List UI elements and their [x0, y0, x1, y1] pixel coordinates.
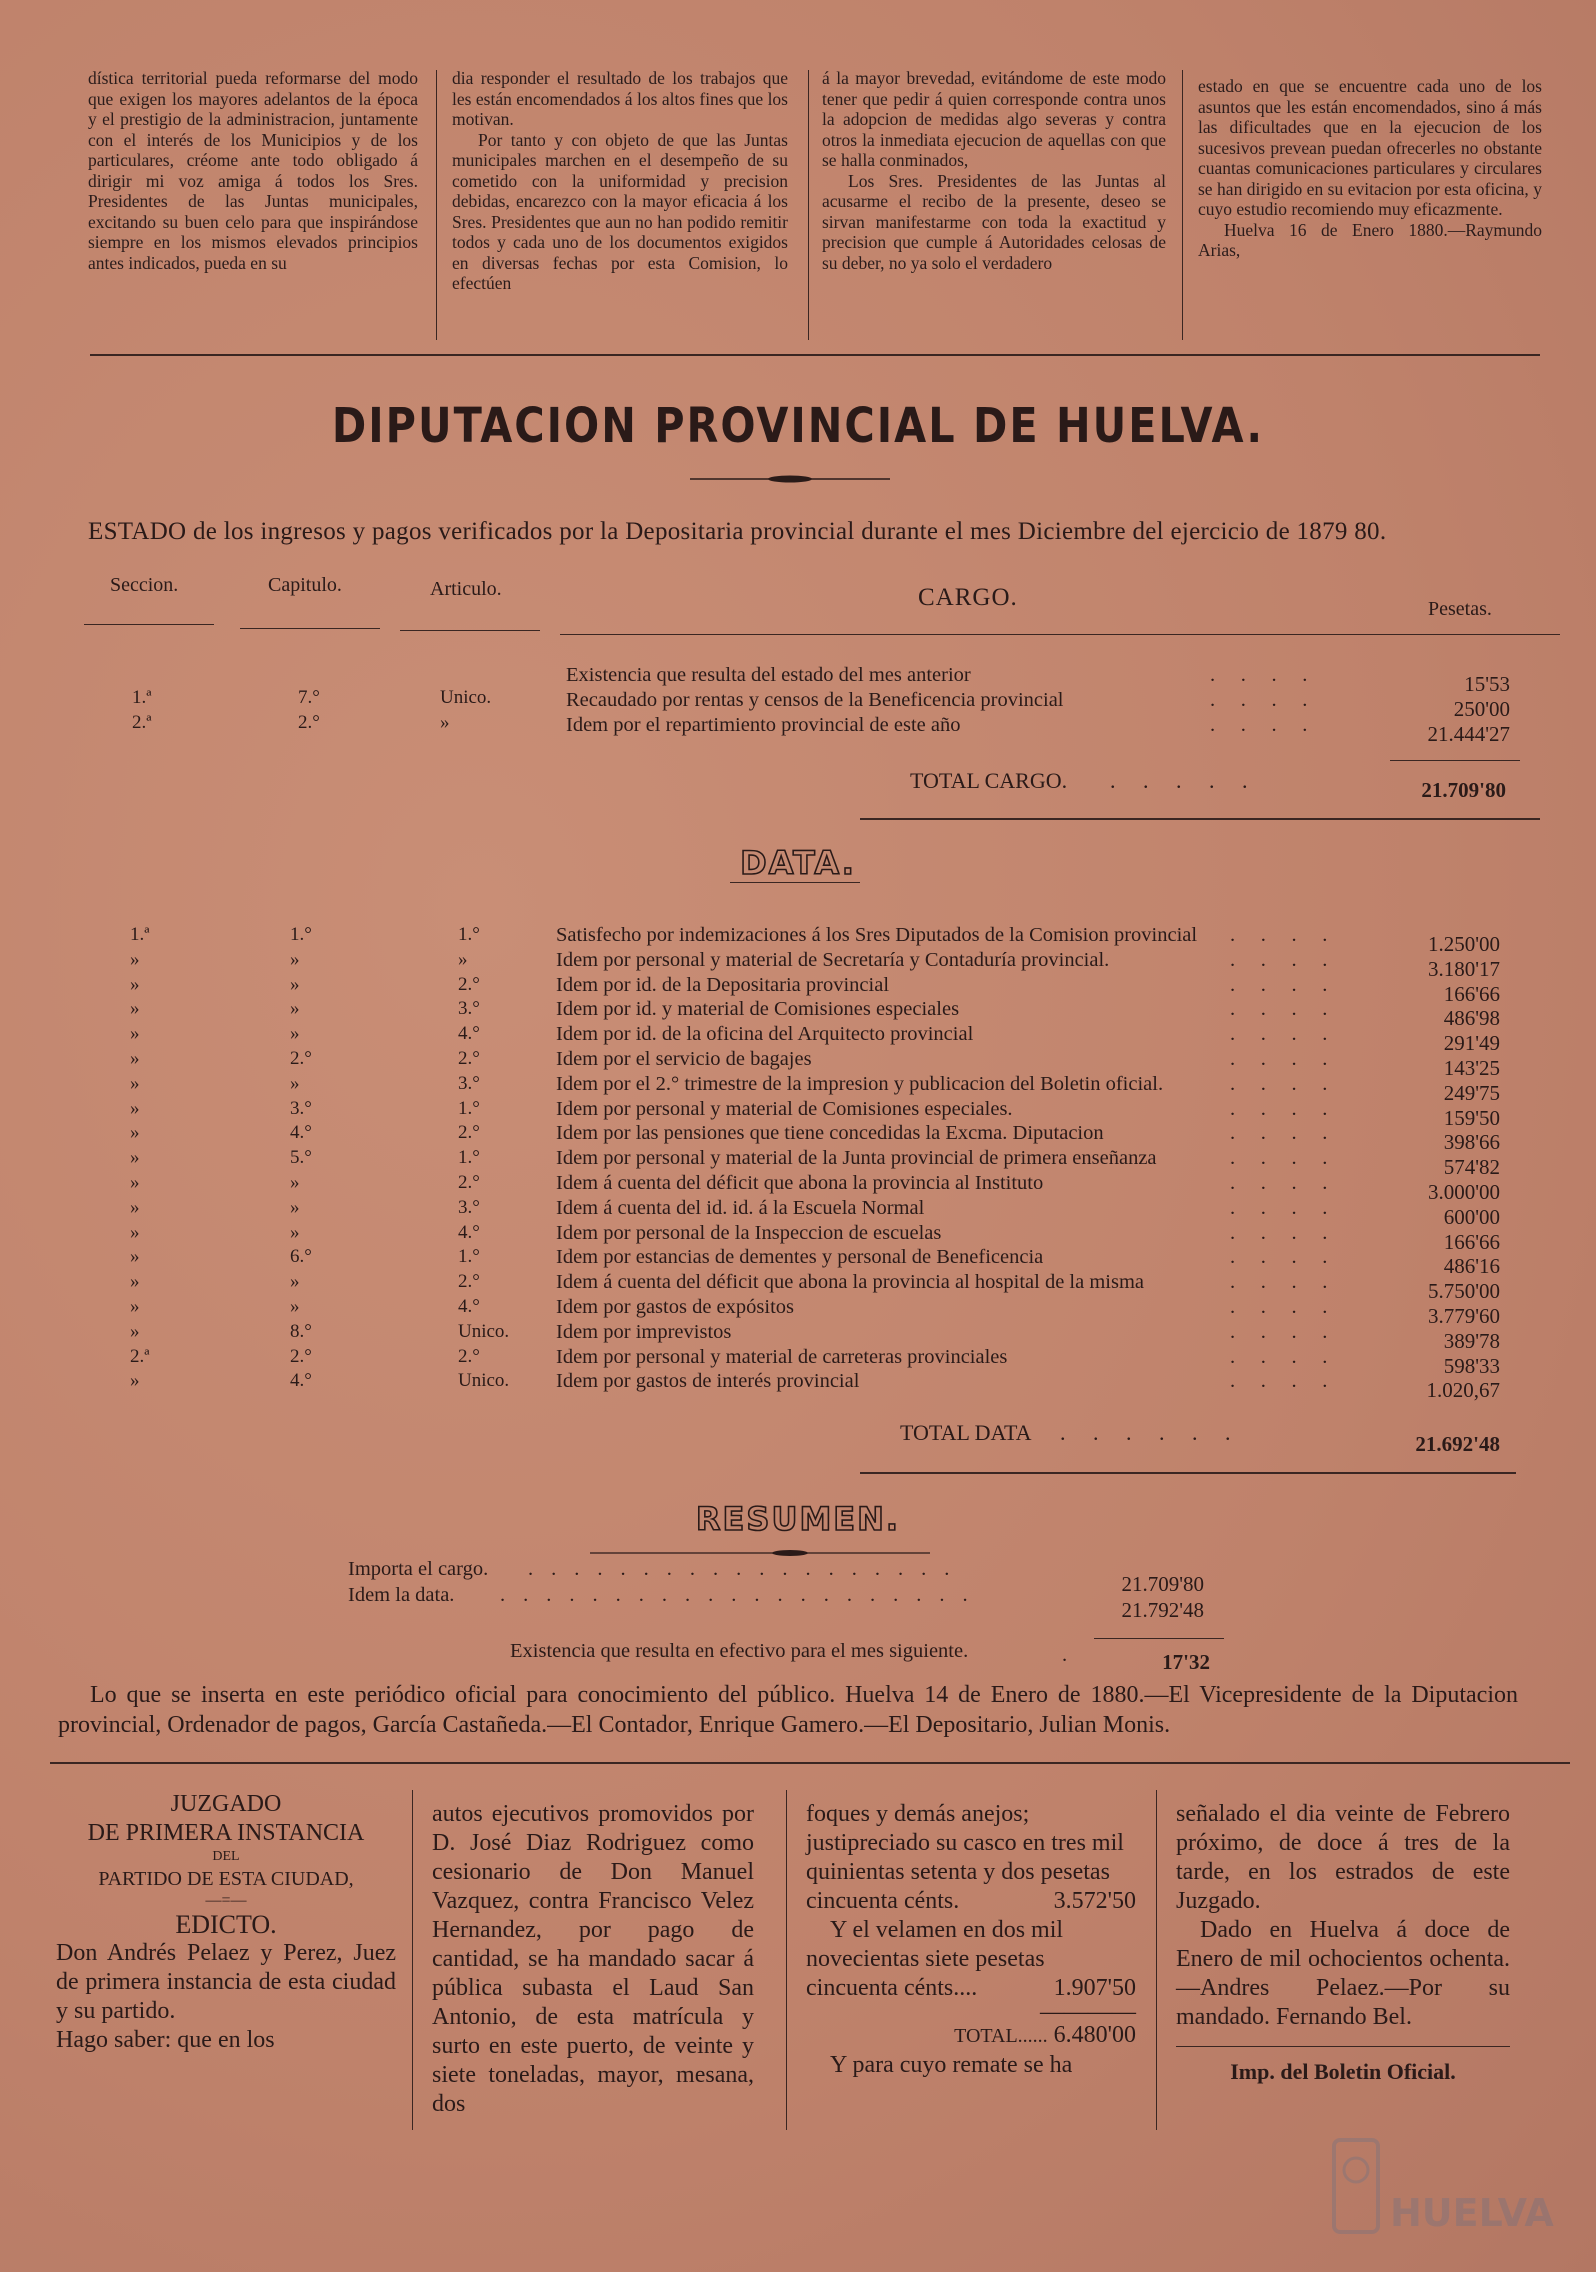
column-divider — [808, 70, 809, 340]
edicto-col3-total-amount: 6.480'00 — [1053, 2022, 1136, 2048]
row-articulo: 2.° — [458, 1122, 480, 1144]
top-column-2-para-2: Por tanto y con objeto de que las Juntas municipales marchen en el desempeño de su cometido con la uniformidad y precision debidas, encarezco con la mayor eficacia á los Sres. Presidentes que aun no han podido remitir todos y cada uno de los documentos exigidos en diversas fechas por esta Comision, lo efectúen — [452, 129, 788, 293]
row-leader-dots: . . . . — [1230, 1221, 1328, 1244]
total-cargo-amount: 21.709'80 — [1421, 778, 1506, 802]
row-description: Idem por imprevistos — [556, 1320, 732, 1343]
row-articulo: 3.° — [458, 998, 480, 1020]
row-amount: 166'66 — [1443, 1229, 1500, 1254]
row-description: Idem por las pensiones que tiene concedidas la Excma. Diputacion — [556, 1122, 1104, 1145]
header-articulo: Articulo. — [430, 578, 502, 600]
resumen-leader: . — [1062, 1644, 1068, 1666]
row-seccion: » — [130, 1048, 140, 1069]
row-capitulo: 4.° — [290, 1370, 312, 1392]
header-seccion: Seccion. — [110, 574, 179, 596]
row-amount: 486'16 — [1443, 1254, 1500, 1279]
resumen-cargo-label: Importa el cargo. — [348, 1558, 489, 1580]
estado-heading: ESTADO de los ingresos y pagos verificados por la Depositaria provincial durante el mes Diciembre del ejercicio de 1879 80. — [88, 518, 1387, 545]
library-watermark-stamp — [1330, 2130, 1554, 2240]
row-description: Idem por personal y material de Secretaría y Contaduría provincial. — [556, 948, 1110, 971]
row-articulo: 4.° — [458, 1296, 480, 1317]
row-leader-dots: . . . . — [1230, 1147, 1328, 1170]
column-divider — [412, 1790, 413, 2130]
watermark-text: HUELVA — [1390, 2191, 1554, 2235]
row-articulo: 2.° — [458, 1271, 480, 1293]
edicto-col3-para-3: Y para cuyo remate se ha — [830, 2052, 1073, 2078]
row-capitulo: 8.° — [290, 1320, 312, 1342]
row-articulo: 2.° — [458, 1048, 480, 1069]
row-leader-dots: . . . . — [1210, 664, 1308, 686]
imp-rule — [1176, 2046, 1510, 2047]
row-leader-dots: . . . . — [1230, 1023, 1328, 1046]
row-seccion: 1.ª — [132, 687, 152, 708]
row-description: Idem por id. y material de Comisiones especiales — [556, 998, 960, 1021]
resumen-data-label: Idem la data. — [348, 1584, 455, 1606]
page-title: DIPUTACION PROVINCIAL DE HUELVA. — [331, 396, 1265, 454]
row-seccion: » — [130, 1246, 140, 1268]
row-leader-dots: . . . . — [1230, 1122, 1328, 1145]
resumen-data-amount: 21.792'48 — [1121, 1598, 1204, 1622]
row-description: Idem por personal de la Inspeccion de escuelas — [556, 1221, 942, 1244]
resumen-leader: ................... — [528, 1558, 968, 1580]
row-description: Existencia que resulta del estado del mes anterior — [566, 664, 971, 686]
column-divider — [1182, 70, 1183, 340]
row-seccion: » — [130, 1097, 140, 1119]
row-description: Idem por estancias de dementes y personal de Beneficencia — [556, 1246, 1044, 1269]
row-amount: 598'33 — [1443, 1353, 1500, 1378]
row-amount: 1.020,67 — [1426, 1378, 1500, 1403]
top-column-2 — [452, 68, 788, 294]
column-divider — [1156, 1790, 1157, 2130]
top-column-2-para-1: dia responder el resultado de los trabajos que les están encomendados á los altos fines que los motivan. — [452, 68, 788, 129]
row-articulo: » — [458, 948, 468, 970]
row-seccion: » — [130, 973, 140, 995]
header-rule — [400, 630, 540, 631]
row-capitulo: 2.° — [290, 1048, 312, 1069]
row-seccion: » — [130, 1147, 140, 1169]
bottom-separator-rule — [50, 1762, 1570, 1764]
row-leader-dots: . . . . — [1230, 948, 1328, 971]
row-leader-dots: . . . . — [1230, 924, 1328, 946]
row-capitulo: » — [290, 1023, 300, 1045]
row-capitulo: 3.° — [290, 1097, 312, 1119]
resumen-section-title: RESUMEN. — [695, 1500, 901, 1538]
row-articulo: 1.° — [458, 1097, 480, 1119]
header-rule — [560, 634, 1560, 635]
row-seccion: » — [130, 1296, 140, 1317]
edicto-col3-para-2: Y el velamen en dos mil novecientas siete pesetas cincuenta cénts.... — [806, 1917, 1064, 2001]
row-seccion: 2.ª — [132, 712, 152, 733]
edicto-col3-amount-1: 3.572'50 — [1053, 1888, 1136, 1914]
top-column-3-para-2: Los Sres. Presidentes de las Juntas al acusarme el recibo de la presente, deseo se sirvan manifestarme con toda la exactitud y precision que cumple á Autoridades celosas de su deber, no ya solo el verdadero — [822, 170, 1166, 273]
row-leader-dots: . . . . — [1230, 1048, 1328, 1070]
data-section-title: DATA. — [740, 844, 856, 882]
data-title-underline — [730, 882, 860, 883]
row-seccion: » — [130, 1072, 140, 1094]
total-cargo-label: TOTAL CARGO. — [910, 768, 1068, 793]
row-seccion: » — [130, 1370, 140, 1392]
top-column-1 — [88, 68, 418, 273]
edicto-para-2: Hago saber: que en los — [56, 2027, 275, 2053]
row-articulo: 1.° — [458, 1246, 480, 1268]
top-column-4 — [1198, 76, 1542, 261]
row-articulo: Unico. — [458, 1370, 510, 1392]
row-amount: 574'82 — [1443, 1155, 1500, 1180]
top-column-3 — [822, 68, 1166, 273]
subtotal-rule — [1390, 760, 1520, 761]
juzgado-separator: —=— — [205, 1892, 247, 1909]
row-amount: 21.444'27 — [1427, 722, 1510, 746]
edicto-col3-para-2-wrap — [806, 1916, 1136, 2003]
row-description: Idem por gastos de interés provincial — [556, 1370, 860, 1393]
row-articulo: 4.° — [458, 1221, 480, 1243]
row-amount: 291'49 — [1443, 1031, 1500, 1056]
row-amount: 249'75 — [1443, 1080, 1500, 1105]
total-data-rule — [860, 1472, 1516, 1474]
edicto-col3-rule: ———— — [1040, 1999, 1136, 2025]
total-cargo-leader: . . . . . — [1110, 768, 1248, 793]
row-description: Recaudado por rentas y censos de la Beneficencia provincial — [566, 689, 1064, 711]
row-description: Idem por el repartimiento provincial de este año — [566, 714, 961, 736]
row-leader-dots: . . . . — [1230, 1296, 1328, 1318]
header-rule — [84, 624, 214, 625]
row-description: Idem por id. de la Depositaria provincial — [556, 973, 890, 996]
row-amount: 15'53 — [1464, 672, 1510, 696]
edicto-col4-para-1: señalado el dia veinte de Febrero próximo, de doce á tres de la tarde, en los estrados de este Juzgado. — [1176, 1801, 1510, 1914]
row-articulo: 1.° — [458, 924, 480, 945]
row-amount: 398'66 — [1443, 1130, 1500, 1155]
row-leader-dots: . . . . — [1230, 998, 1328, 1021]
resumen-cargo-amount: 21.709'80 — [1121, 1572, 1204, 1596]
row-capitulo: 2.° — [290, 1345, 312, 1367]
row-capitulo: » — [290, 1072, 300, 1094]
row-description: Idem por personal y material de Comisiones especiales. — [556, 1097, 1013, 1120]
row-capitulo: » — [290, 1172, 300, 1193]
row-description: Idem por el 2.° trimestre de la impresion y publicacion del Boletin oficial. — [556, 1072, 1164, 1095]
header-rule — [240, 628, 380, 629]
row-capitulo: » — [290, 1221, 300, 1243]
row-capitulo: 1.° — [290, 924, 312, 945]
row-leader-dots: . . . . — [1230, 1246, 1328, 1269]
row-capitulo: 5.° — [290, 1147, 312, 1169]
row-description: Satisfecho por indemizaciones á los Sres Diputados de la Comision provincial — [556, 924, 1198, 946]
row-leader-dots: . . . . — [1230, 1345, 1328, 1368]
row-leader-dots: . . . . — [1230, 1172, 1328, 1194]
row-seccion: » — [130, 1221, 140, 1243]
row-leader-dots: . . . . — [1230, 1072, 1328, 1095]
row-seccion: » — [130, 1023, 140, 1045]
top-column-3-para-1: á la mayor brevedad, evitándome de este modo tener que pedir á quien corresponde contra unos la adopcion de medidas algo severas y contra otros la inmediata ejecucion de aquellas con que se halla conminados, — [822, 68, 1166, 170]
column-divider — [786, 1790, 787, 2130]
row-leader-dots: . . . . — [1230, 1320, 1328, 1343]
juzgado-column — [56, 1790, 396, 2055]
row-leader-dots: . . . . — [1230, 1196, 1328, 1219]
row-amount: 5.750'00 — [1427, 1279, 1500, 1304]
edicto-col3-total — [806, 2021, 1136, 2051]
juzgado-heading-1: JUZGADO — [170, 1791, 282, 1817]
row-description: Idem á cuenta del déficit que abona la provincia al Instituto — [556, 1172, 1044, 1194]
row-capitulo: » — [290, 998, 300, 1020]
total-data-amount: 21.692'48 — [1415, 1432, 1500, 1456]
row-seccion: » — [130, 998, 140, 1020]
top-column-4-para-1: estado en que se encuentre cada uno de los asuntos que les están encomendados, sino á más las dificultades que en la ejecucion de los sucesivos prevean puedan ofrecerles no obstante cuantas comunicaciones particulares y circulares se han dirigido en su evitacion por esta oficina, y cuyo estudio recomiendo muy eficazmente. — [1198, 76, 1542, 219]
row-amount: 166'66 — [1443, 981, 1500, 1006]
row-articulo: 2.° — [458, 1345, 480, 1367]
row-capitulo: » — [290, 1271, 300, 1293]
row-articulo: 2.° — [458, 1172, 480, 1193]
row-articulo: 3.° — [458, 1072, 480, 1094]
row-description: Idem á cuenta del déficit que abona la provincia al hospital de la misma — [556, 1271, 1145, 1294]
row-description: Idem por gastos de expósitos — [556, 1296, 794, 1318]
edicto-column-2: autos ejecutivos promovidos por D. José Diaz Rodriguez como cesionario de Don Manuel Vazquez, contra Francisco Velez Hernandez, por pago de cantidad, se ha mandado sacar á pública subasta el Laud San Antonio, de esta matrícula y surto en este puerto, de veinte y siete toneladas, mayor, mesana, dos — [432, 1801, 754, 2117]
row-description: Idem por personal y material de la Junta provincial de primera enseñanza — [556, 1147, 1157, 1170]
top-separator-rule — [90, 354, 1540, 356]
row-articulo: Unico. — [440, 687, 492, 708]
edicto-col3-total-label: TOTAL...... — [954, 2025, 1048, 2047]
row-articulo: 2.° — [458, 973, 480, 995]
row-description: Idem por id. de la oficina del Arquitecto provincial — [556, 1023, 974, 1046]
top-column-1-text: dística territorial pueda reformarse del modo que exigen los mayores adelantos de la época y el prestigio de la administracion, juntamente con el interés de los Municipios y de los particulares, créome ante todo obligado á dirigir mi voz amiga á todos los Sres. Presidentes de las Juntas municipales, excitando su buen celo para que inspirándose siempre en los mismos elevados principios antes indicados, pueda en su — [88, 68, 418, 273]
row-amount: 389'78 — [1443, 1328, 1500, 1353]
total-data-label: TOTAL DATA — [900, 1420, 1032, 1445]
row-leader-dots: . . . . — [1230, 973, 1328, 996]
header-capitulo: Capitulo. — [268, 574, 342, 596]
row-description: Idem por el servicio de bagajes — [556, 1048, 812, 1070]
edicto-col4-para-2: Dado en Huelva á doce de Enero de mil ochocientos ochenta.—Andres Pelaez.—Por su mandado. Fernando Bel. — [1176, 1917, 1510, 2030]
row-amount: 3.000'00 — [1427, 1180, 1500, 1204]
row-articulo: Unico. — [458, 1320, 510, 1342]
row-amount: 3.180'17 — [1427, 956, 1500, 981]
row-articulo: 1.° — [458, 1147, 480, 1169]
row-amount: 159'50 — [1443, 1105, 1500, 1130]
row-capitulo: 7.° — [298, 687, 320, 708]
edicto-column-3 — [806, 1800, 1136, 2080]
row-capitulo: 4.° — [290, 1122, 312, 1144]
row-seccion: » — [130, 1320, 140, 1342]
row-amount: 143'25 — [1443, 1056, 1500, 1080]
row-capitulo: 2.° — [298, 712, 320, 733]
row-leader-dots: . . . . — [1230, 1370, 1328, 1393]
row-seccion: » — [130, 948, 140, 970]
resumen-existencia-amount: 17'32 — [1162, 1650, 1210, 1674]
row-seccion: » — [130, 1271, 140, 1293]
resumen-ornament — [590, 1548, 930, 1558]
row-seccion: 1.ª — [130, 924, 150, 945]
juzgado-heading-4: PARTIDO DE ESTA CIUDAD, — [98, 1868, 354, 1890]
edicto-col3-para-1: foques y demás anejos; justipreciado su casco en tres mil quinientas setenta y dos pesetas cincuenta cénts. — [806, 1801, 1124, 1914]
juzgado-heading-2: DE PRIMERA INSTANCIA — [87, 1820, 365, 1846]
header-cargo: CARGO. — [918, 584, 1018, 611]
column-divider — [436, 70, 437, 340]
row-amount: 3.779'60 — [1427, 1304, 1500, 1328]
row-articulo: 3.° — [458, 1196, 480, 1218]
row-articulo: 4.° — [458, 1023, 480, 1045]
row-capitulo: 6.° — [290, 1246, 312, 1268]
row-seccion: » — [130, 1122, 140, 1144]
row-capitulo: » — [290, 1296, 300, 1317]
resumen-leader: ..................... — [500, 1584, 986, 1606]
edicto-title: EDICTO. — [175, 1910, 277, 1939]
row-amount: 250'00 — [1453, 697, 1510, 721]
title-ornament — [690, 474, 890, 484]
row-articulo: » — [440, 712, 450, 733]
total-cargo-rule — [860, 818, 1540, 820]
row-description: Idem por personal y material de carreteras provinciales — [556, 1345, 1008, 1368]
top-column-4-para-2: Huelva 16 de Enero 1880.—Raymundo Arias, — [1198, 219, 1542, 260]
edicto-para-1: Don Andrés Pelaez y Perez, Juez de primera instancia de esta ciudad y su partido. — [56, 1940, 396, 2024]
row-leader-dots: . . . . — [1210, 714, 1308, 736]
total-data-leader: . . . . . . — [1060, 1420, 1231, 1445]
row-amount: 1.250'00 — [1427, 932, 1500, 956]
row-capitulo: » — [290, 948, 300, 970]
row-description: Idem á cuenta del id. id. á la Escuela Normal — [556, 1196, 925, 1219]
juzgado-heading-3: DEL — [212, 1849, 240, 1864]
closing-paragraph: Lo que se inserta en este periódico oficial para conocimiento del público. Huelva 14 de Enero de 1880.—El Vicepresidente de la Diputacion provincial, Ordenador de pagos, García Castañeda.—El Contador, Enrique Gamero.—El Depositario, Julian Monis. — [58, 1682, 1518, 1738]
row-leader-dots: . . . . — [1210, 689, 1308, 711]
row-seccion: 2.ª — [130, 1345, 150, 1367]
header-pesetas: Pesetas. — [1428, 598, 1492, 620]
row-seccion: » — [130, 1172, 140, 1193]
edicto-column-4 — [1176, 1800, 1510, 2086]
edicto-col3-amount-2: 1.907'50 — [1053, 1975, 1136, 2001]
printer-imprint: Imp. del Boletin Oficial. — [1230, 2059, 1456, 2084]
row-amount: 600'00 — [1443, 1204, 1500, 1229]
row-leader-dots: . . . . — [1230, 1271, 1328, 1294]
row-leader-dots: . . . . — [1230, 1097, 1328, 1120]
row-capitulo: » — [290, 973, 300, 995]
resumen-existencia-label: Existencia que resulta en efectivo para el mes siguiente. — [510, 1640, 969, 1662]
row-amount: 486'98 — [1443, 1006, 1500, 1031]
row-seccion: » — [130, 1196, 140, 1218]
row-capitulo: » — [290, 1196, 300, 1218]
resumen-rule — [1094, 1638, 1224, 1639]
